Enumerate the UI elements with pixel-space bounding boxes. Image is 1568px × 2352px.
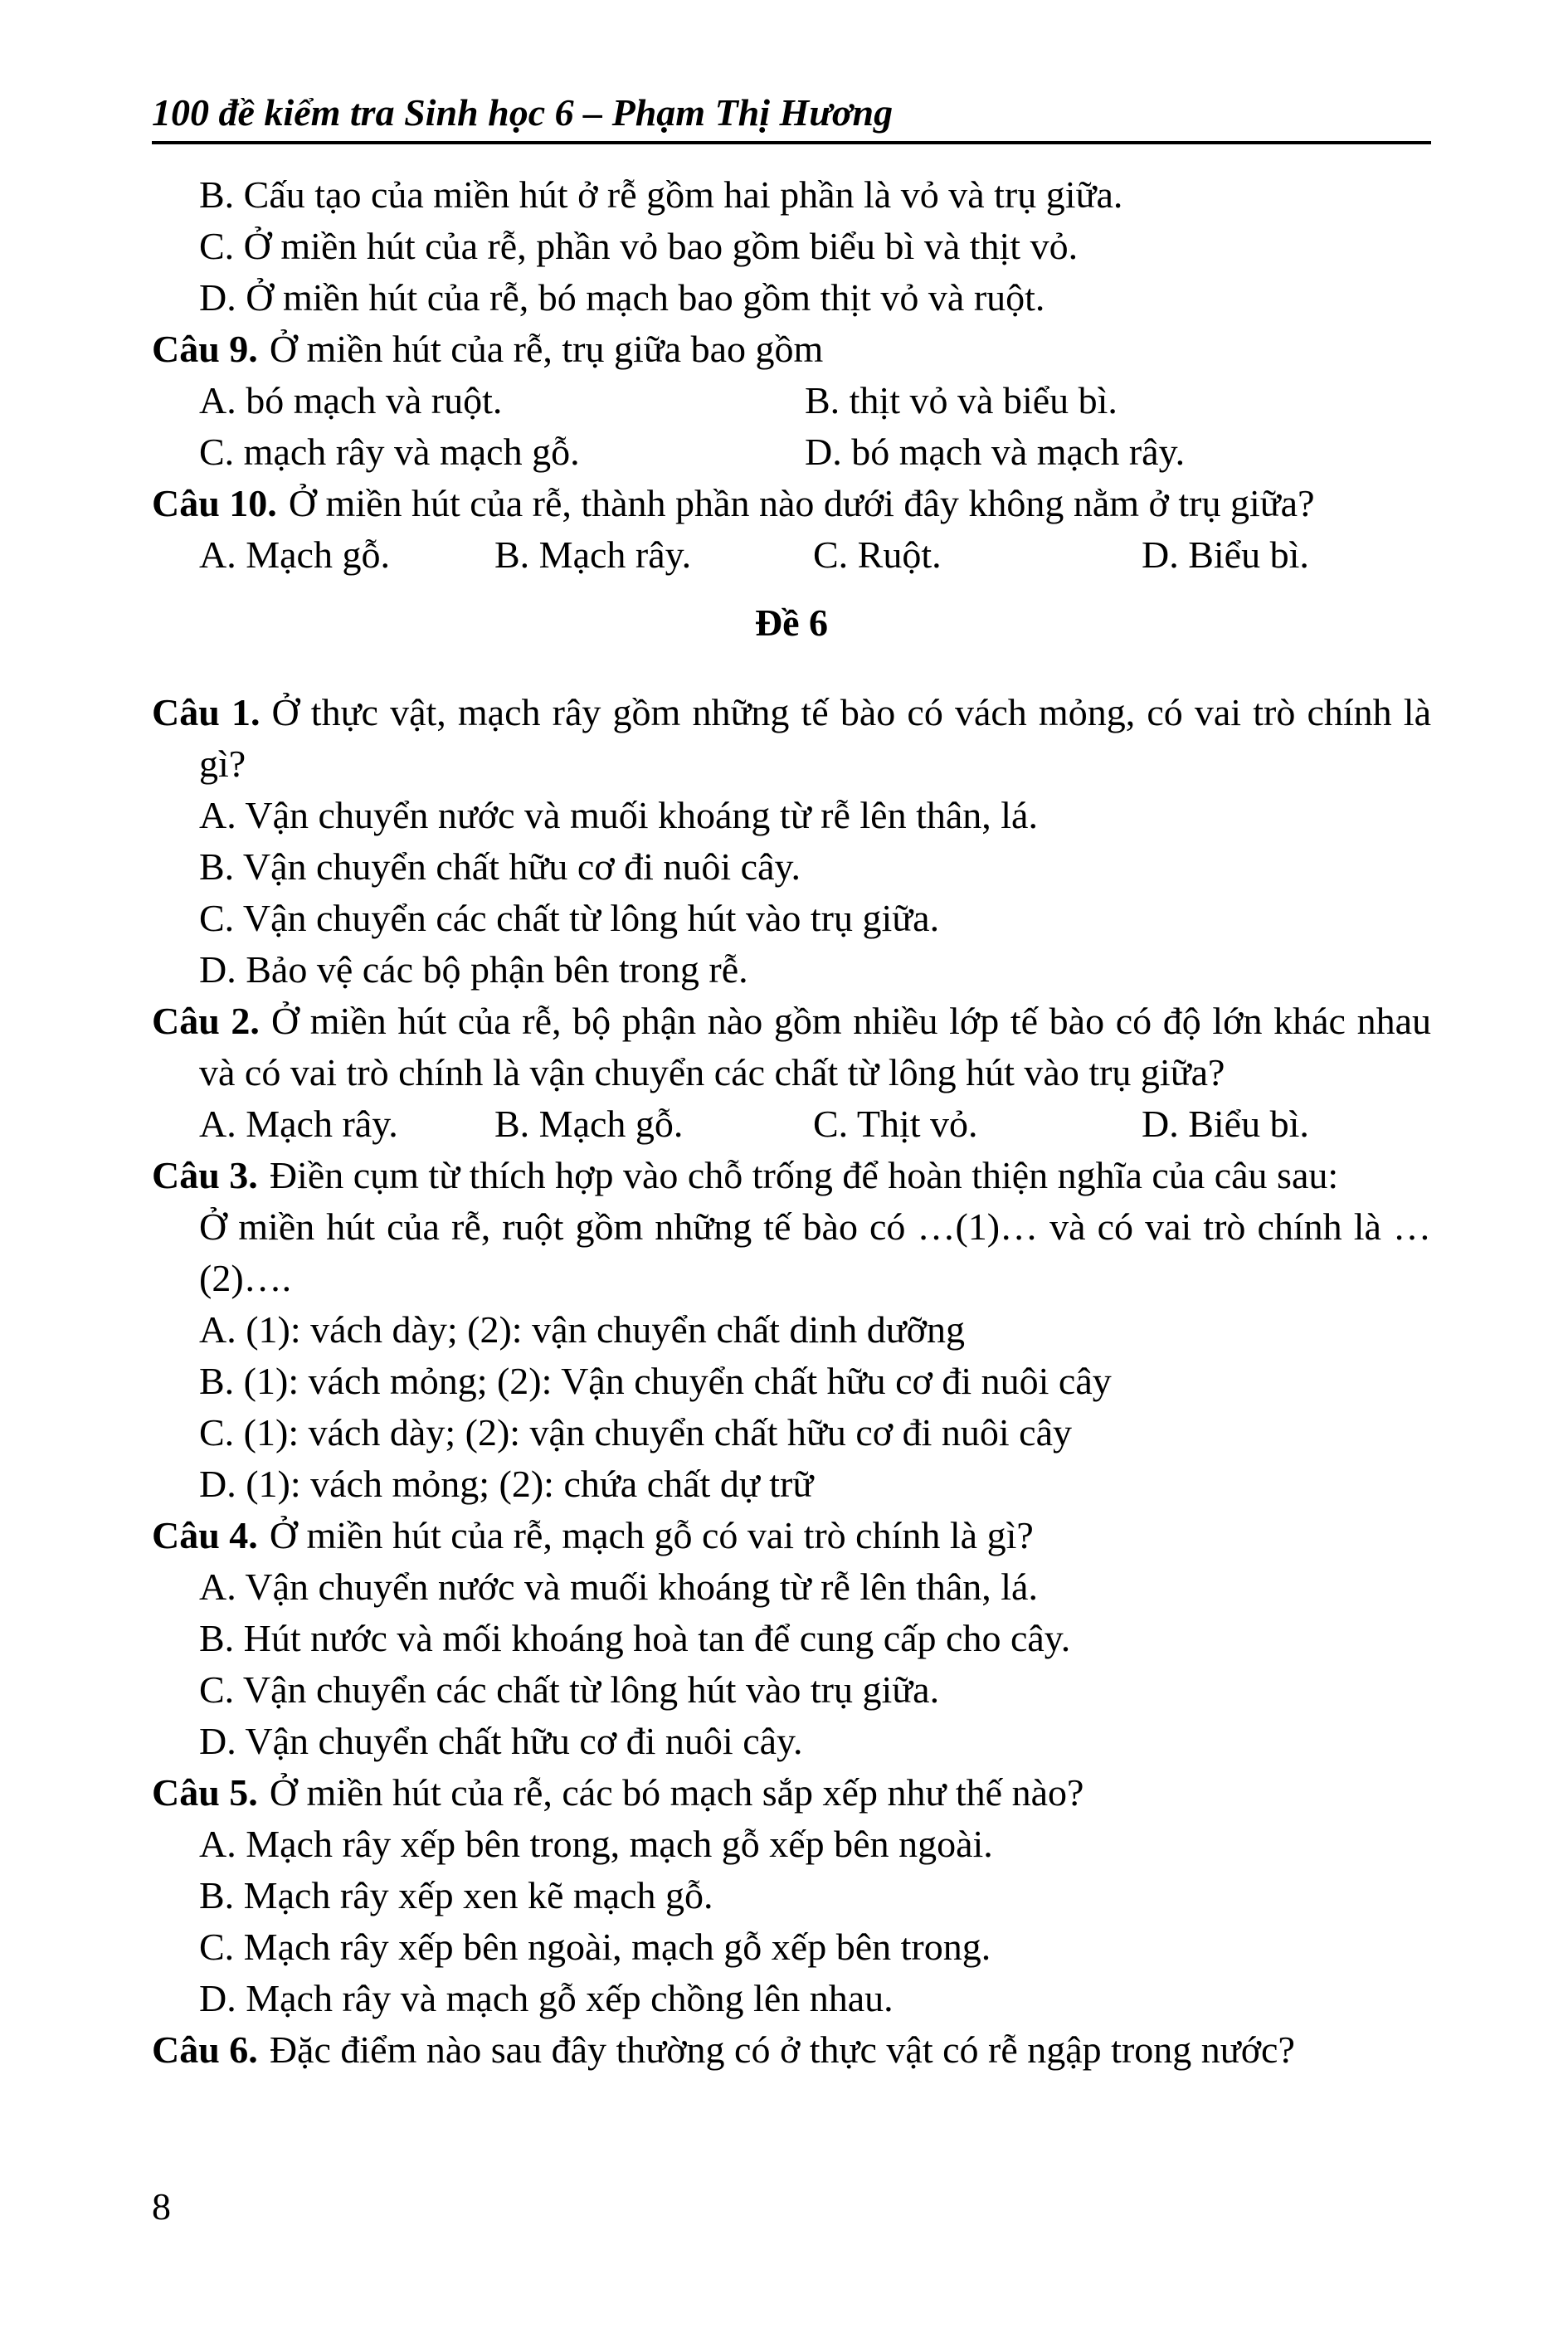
question-5-text: Ở miền hút của rễ, các bó mạch sắp xếp như thế nào? bbox=[269, 1770, 1084, 1814]
question-2-option-c: C. Thịt vỏ. bbox=[813, 1102, 978, 1145]
prev-question-option-b: B. Cấu tạo của miền hút ở rễ gồm hai phần là vỏ và trụ giữa. bbox=[199, 173, 1123, 216]
question-4-option-b: B. Hút nước và mối khoáng hoà tan để cung cấp cho cây. bbox=[199, 1616, 1071, 1659]
prev-question-option-c: C. Ở miền hút của rễ, phần vỏ bao gồm biểu bì và thịt vỏ. bbox=[199, 224, 1079, 267]
question-5-option-c: C. Mạch rây xếp bên ngoài, mạch gỗ xếp bên trong. bbox=[199, 1925, 991, 1968]
question-3-option-d: D. (1): vách mỏng; (2): chứa chất dự trữ bbox=[199, 1462, 814, 1505]
question-10-option-a: A. Mạch gỗ. bbox=[199, 533, 390, 576]
question-6 bbox=[152, 2024, 1431, 2076]
question-2-text: Ở miền hút của rễ, bộ phận nào gồm nhiều lớp tế bào có độ lớn khác nhau và có vai trò chính là vận chuyển các chất từ lông hút vào trụ giữa? bbox=[199, 999, 1431, 1093]
question-10 bbox=[152, 478, 1431, 529]
question-1-label: Câu 1. bbox=[152, 690, 261, 733]
question-6-text: Đặc điểm nào sau đây thường có ở thực vật có rễ ngập trong nước? bbox=[269, 2028, 1295, 2071]
question-3-label: Câu 3. bbox=[152, 1153, 258, 1196]
page-header-title: 100 đề kiểm tra Sinh học 6 – Phạm Thị Hương bbox=[152, 91, 894, 134]
prev-question-option-d: D. Ở miền hút của rễ, bó mạch bao gồm thịt vỏ và ruột. bbox=[199, 275, 1045, 319]
question-5-option-d: D. Mạch rây và mạch gỗ xếp chồng lên nhau. bbox=[199, 1976, 894, 2019]
question-2 bbox=[152, 996, 1431, 1098]
question-9-option-b: B. thịt vỏ và biểu bì. bbox=[805, 378, 1118, 421]
question-9-options-row-1 bbox=[152, 375, 1431, 426]
question-2-option-a: A. Mạch rây. bbox=[199, 1102, 398, 1145]
section-heading-de-6: Đề 6 bbox=[754, 601, 829, 644]
header-rule bbox=[152, 141, 1431, 144]
question-10-text: Ở miền hút của rễ, thành phần nào dưới đây không nằm ở trụ giữa? bbox=[288, 481, 1315, 524]
question-5-option-b: B. Mạch rây xếp xen kẽ mạch gỗ. bbox=[199, 1873, 713, 1916]
question-5 bbox=[152, 1767, 1431, 1819]
question-3 bbox=[152, 1150, 1431, 1201]
question-9-text: Ở miền hút của rễ, trụ giữa bao gồm bbox=[269, 327, 824, 370]
question-2-option-b: B. Mạch gỗ. bbox=[494, 1102, 684, 1145]
question-9 bbox=[152, 324, 1431, 375]
question-4-text: Ở miền hút của rễ, mạch gỗ có vai trò chính là gì? bbox=[269, 1513, 1034, 1556]
question-6-label: Câu 6. bbox=[152, 2028, 258, 2071]
question-10-label: Câu 10. bbox=[152, 481, 277, 524]
question-2-option-d: D. Biểu bì. bbox=[1142, 1102, 1309, 1145]
page-number: 8 bbox=[152, 2185, 171, 2228]
question-4-option-c: C. Vận chuyển các chất từ lông hút vào trụ giữa. bbox=[199, 1668, 940, 1711]
question-4 bbox=[152, 1510, 1431, 1561]
question-1 bbox=[152, 687, 1431, 790]
question-4-label: Câu 4. bbox=[152, 1513, 258, 1556]
question-3-text: Điền cụm từ thích hợp vào chỗ trống để hoàn thiện nghĩa của câu sau: bbox=[269, 1153, 1339, 1196]
question-2-label: Câu 2. bbox=[152, 999, 260, 1042]
question-1-option-d: D. Bảo vệ các bộ phận bên trong rễ. bbox=[199, 947, 748, 991]
question-10-option-c: C. Ruột. bbox=[813, 533, 942, 576]
question-9-options-row-2 bbox=[152, 426, 1431, 478]
question-5-option-a: A. Mạch rây xếp bên trong, mạch gỗ xếp bên ngoài. bbox=[199, 1822, 993, 1865]
question-5-label: Câu 5. bbox=[152, 1770, 258, 1814]
question-1-option-c: C. Vận chuyển các chất từ lông hút vào trụ giữa. bbox=[199, 896, 940, 939]
question-10-options-row bbox=[152, 529, 1431, 581]
question-1-text: Ở thực vật, mạch rây gồm những tế bào có vách mỏng, có vai trò chính là gì? bbox=[199, 690, 1431, 785]
question-4-option-d: D. Vận chuyển chất hữu cơ đi nuôi cây. bbox=[199, 1719, 803, 1762]
question-3-option-c: C. (1): vách dày; (2): vận chuyển chất hữu cơ đi nuôi cây bbox=[199, 1410, 1072, 1454]
question-9-option-a: A. bó mạch và ruột. bbox=[199, 378, 503, 421]
document-body bbox=[152, 169, 1431, 2076]
question-1-option-a: A. Vận chuyển nước và muối khoáng từ rễ lên thân, lá. bbox=[199, 793, 1038, 836]
question-4-option-a: A. Vận chuyển nước và muối khoáng từ rễ lên thân, lá. bbox=[199, 1565, 1038, 1608]
question-2-options-row bbox=[152, 1098, 1431, 1150]
question-9-option-d: D. bó mạch và mạch rây. bbox=[805, 430, 1186, 473]
question-3-option-a: A. (1): vách dày; (2): vận chuyển chất dinh dưỡng bbox=[199, 1307, 965, 1351]
question-3-fill-sentence: Ở miền hút của rễ, ruột gồm những tế bào có …(1)… và có vai trò chính là …(2)…. bbox=[199, 1205, 1431, 1299]
question-9-label: Câu 9. bbox=[152, 327, 258, 370]
question-10-option-d: D. Biểu bì. bbox=[1142, 533, 1309, 576]
question-1-option-b: B. Vận chuyển chất hữu cơ đi nuôi cây. bbox=[199, 845, 801, 888]
question-9-option-c: C. mạch rây và mạch gỗ. bbox=[199, 430, 580, 473]
question-3-option-b: B. (1): vách mỏng; (2): Vận chuyển chất hữu cơ đi nuôi cây bbox=[199, 1359, 1112, 1402]
question-10-option-b: B. Mạch rây. bbox=[494, 533, 692, 576]
